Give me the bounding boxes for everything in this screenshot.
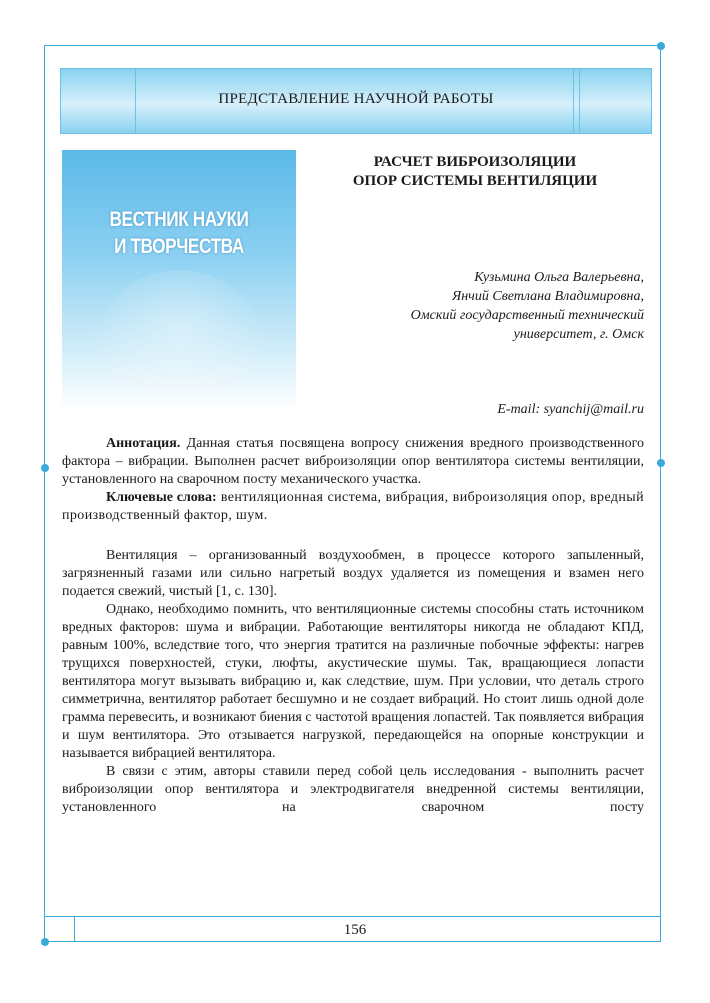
body-paragraph: Однако, необходимо помнить, что вентиляционные системы способны стать источником вредных факторов: шума и вибрации. Работающие вентиляторы никогда не обладают КПД, равным 100%, вследствие того, что энергия тратится на различные побочные эффекты: нагрев трущихся поверхностей, стуки, люфты, акустические шумы. Так, вращающиеся лопасти вентилятора могут вызывать вибрацию и, как следствие, шум. При условии, что деталь строго симметрична, вентилятор работает бесшумно и не создает вибраций. Но стоит лишь одной доле грамма перевесить, и возникают биения с частотой вращения лопастей. Так появляется вибрация и шум вентилятора. Это отзывается нагрузкой, передающейся на опорные конструкции и называется вибрацией вентилятора. xyxy=(62,602,644,761)
section-header-band xyxy=(60,68,652,134)
journal-cover-image xyxy=(62,150,296,410)
body-paragraph: Вентиляция – организованный воздухообмен, в процессе которого запыленный, загрязненный газами или сильно нагретый воздух удаляется из помещения и взамен него подается свежий, чистый [1, с. 130]. xyxy=(62,548,644,599)
frame-dot-bottom-left xyxy=(41,938,49,946)
frame-dot-right xyxy=(657,459,665,467)
frame-right-line xyxy=(660,45,661,463)
keywords-paragraph xyxy=(62,489,644,525)
author-line: Кузьмина Ольга Валерьевна, xyxy=(474,270,644,285)
frame-left-line xyxy=(44,45,45,468)
article-title-line1: РАСЧЕТ ВИБРОИЗОЛЯЦИИ xyxy=(373,154,577,170)
frame-left-lower-line xyxy=(44,468,45,942)
author-email: E-mail: syanchij@mail.ru xyxy=(497,402,644,417)
author-line: Янчий Светлана Владимировна, xyxy=(452,289,644,304)
affiliation-line: университет, г. Омск xyxy=(513,327,644,342)
journal-title xyxy=(83,206,275,260)
frame-dot-top-right xyxy=(657,42,665,50)
body-paragraph: В связи с этим, авторы ставили перед собой цель исследования - выполнить расчет виброизоляции опор вентилятора и электродвигателя внедренной системы вентиляции, установленного на сварочном посту xyxy=(62,764,644,815)
frame-right-lower-line xyxy=(660,463,661,941)
footer-bottom-line xyxy=(44,941,661,942)
cover-dome-graphic xyxy=(90,270,268,410)
abstract-paragraph xyxy=(62,435,644,489)
article-title xyxy=(310,153,640,191)
frame-top-line xyxy=(44,45,661,46)
abstract-label: Аннотация. xyxy=(106,436,181,451)
keywords-text: вентиляционная система, вибрация, виброизоляция опор, вредный производственный фактор, шум. xyxy=(62,490,644,523)
article-body xyxy=(62,435,644,817)
section-title: ПРЕДСТАВЛЕНИЕ НАУЧНОЙ РАБОТЫ xyxy=(218,91,494,107)
page-number: 156 xyxy=(343,922,367,938)
frame-dot-left xyxy=(41,464,49,472)
keywords-label: Ключевые слова: xyxy=(106,490,217,505)
journal-title-line1: ВЕСТНИК НАУКИ xyxy=(109,208,249,231)
paragraph-spacer xyxy=(62,525,644,543)
affiliation-line: Омский государственный технический xyxy=(410,308,644,323)
abstract-text: Данная статья посвящена вопросу снижения вредного производственного фактора – вибрации. Выполнен расчет виброизоляции опор вентилятора системы вентиляции, установленного на сварочном посту механического участка. xyxy=(62,436,644,487)
article-title-line2: ОПОР СИСТЕМЫ ВЕНТИЛЯЦИИ xyxy=(352,173,598,189)
footer-top-line xyxy=(44,916,661,917)
author-block xyxy=(411,268,644,344)
journal-title-line2: И ТВОРЧЕСТВА xyxy=(114,235,244,258)
